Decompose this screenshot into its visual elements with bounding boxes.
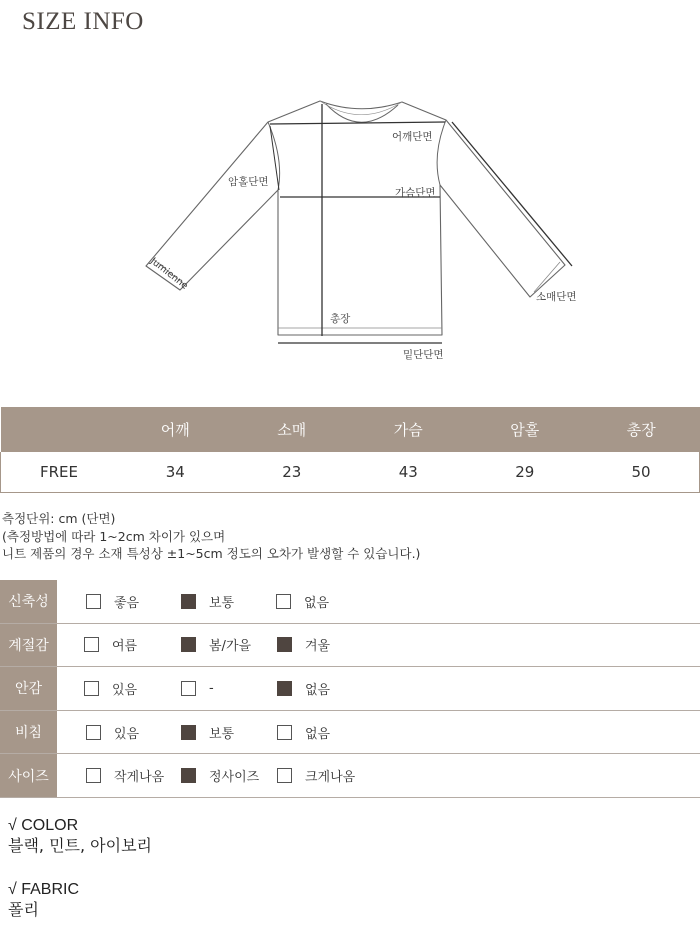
attribute-option [277, 711, 330, 754]
hem-label: 밑단단면 [403, 349, 444, 361]
attribute-row [0, 667, 700, 711]
fabric-value: 폴리 [8, 900, 39, 919]
attribute-label: 계절감 [0, 624, 57, 667]
option-label: 보통 [209, 595, 235, 611]
size-table-header [1, 407, 118, 452]
checkbox [181, 725, 196, 740]
checkbox [86, 725, 101, 740]
size-table-header: 어깨 [117, 407, 234, 452]
size-table-header: 총장 [583, 407, 700, 452]
option-label: 없음 [304, 595, 330, 611]
option-label: 보통 [209, 726, 235, 742]
color-info [8, 816, 152, 856]
attribute-option [84, 624, 137, 667]
attribute-row [0, 624, 700, 668]
attribute-option [277, 624, 330, 667]
option-label: 좋음 [114, 595, 140, 611]
checkbox [84, 681, 99, 696]
attribute-option [181, 711, 234, 754]
attribute-label: 안감 [0, 667, 57, 710]
attribute-row [0, 711, 700, 755]
attribute-option [86, 711, 139, 754]
attribute-label: 비침 [0, 711, 57, 754]
option-label: 있음 [112, 682, 138, 698]
color-heading: √ COLOR [8, 817, 79, 834]
fabric-heading: √ FABRIC [8, 881, 80, 898]
attribute-row [0, 580, 700, 624]
checkbox [277, 768, 292, 783]
table-cell: 23 [234, 452, 351, 493]
attribute-option [86, 580, 139, 623]
note-line: 측정단위: cm (단면) [2, 511, 116, 526]
option-label: - [209, 680, 214, 696]
option-label: 크게나옴 [305, 770, 356, 786]
option-label: 겨울 [305, 639, 331, 655]
option-label: 작게나옴 [114, 770, 165, 786]
page-title: SIZE INFO [22, 8, 144, 35]
checkbox [277, 681, 292, 696]
color-value: 블랙, 민트, 아이보리 [8, 836, 152, 855]
attribute-label: 신축성 [0, 580, 57, 623]
attribute-option [276, 580, 329, 623]
length-label: 총장 [330, 313, 351, 325]
checkbox [86, 594, 101, 609]
checkbox [277, 725, 292, 740]
table-cell: FREE [1, 452, 118, 493]
size-table-header: 암홀 [467, 407, 584, 452]
shoulder-label: 어깨단면 [392, 131, 433, 143]
chest-label: 가슴단면 [395, 187, 436, 199]
table-row [1, 452, 700, 493]
size-table [0, 407, 700, 493]
table-cell: 43 [350, 452, 467, 493]
attribute-table [0, 580, 700, 798]
note-line: (측정방법에 따라 1~2cm 차이가 있으며 [2, 528, 226, 544]
table-cell: 50 [583, 452, 700, 493]
size-table-header: 가슴 [350, 407, 467, 452]
armhole-label: 암홀단면 [228, 176, 269, 188]
checkbox [181, 768, 196, 783]
checkbox [181, 594, 196, 609]
measurement-notes [2, 510, 420, 563]
garment-diagram [0, 0, 700, 400]
table-cell: 34 [117, 452, 234, 493]
checkbox [181, 637, 196, 652]
option-label: 없음 [305, 726, 331, 742]
attribute-option [181, 580, 234, 623]
checkbox [86, 768, 101, 783]
size-table-header: 소매 [234, 407, 351, 452]
checkbox [276, 594, 291, 609]
attribute-option [181, 667, 214, 710]
attribute-row [0, 754, 700, 798]
note-line: 니트 제품의 경우 소재 특성상 ±1~5cm 정도의 오차가 발생할 수 있습니다.) [2, 546, 421, 561]
garment-outline [146, 101, 565, 335]
size-table-header-row [1, 407, 700, 452]
attribute-option [84, 667, 137, 710]
attribute-option [277, 754, 355, 797]
attribute-option [277, 667, 330, 710]
table-cell: 29 [467, 452, 584, 493]
fabric-info [8, 880, 79, 920]
attribute-label: 사이즈 [0, 754, 57, 797]
brand-label: Jumienne [148, 255, 190, 292]
attribute-option [181, 624, 251, 667]
sleeve-label: 소매단면 [536, 291, 577, 303]
option-label: 정사이즈 [209, 770, 260, 786]
attribute-option [86, 754, 164, 797]
option-label: 없음 [305, 682, 331, 698]
option-label: 봄/가을 [209, 639, 252, 655]
attribute-option [181, 754, 259, 797]
checkbox [277, 637, 292, 652]
option-label: 여름 [112, 639, 138, 655]
checkbox [181, 681, 196, 696]
checkbox [84, 637, 99, 652]
option-label: 있음 [114, 726, 140, 742]
